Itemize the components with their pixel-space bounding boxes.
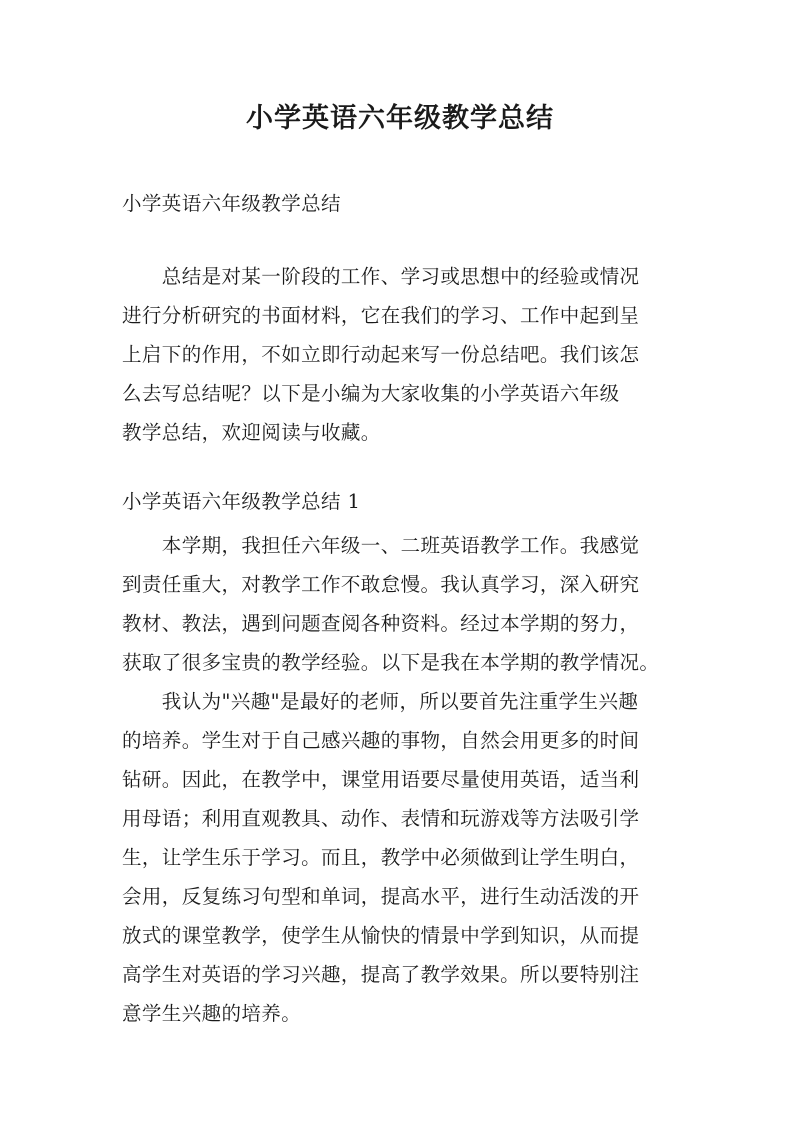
paragraph-line: 高学生对英语的学习兴趣，提高了教学效果。所以要特别注 [122,963,640,986]
paragraph-line: 用母语；利用直观教具、动作、表情和玩游戏等方法吸引学 [122,807,640,830]
intro-line: 么去写总结呢？以下是小编为大家收集的小学英语六年级 [122,382,620,405]
paragraph-line: 本学期，我担任六年级一、二班英语教学工作。我感觉 [122,534,640,557]
paragraph-line: 意学生兴趣的培养。 [122,1002,302,1025]
paragraph-line: 获取了很多宝贵的教学经验。以下是我在本学期的教学情况。 [122,651,660,674]
paragraph-line: 生，让学生乐于学习。而且，教学中必须做到让学生明白， [122,846,640,869]
paragraph-line: 会用，反复练习句型和单词，提高水平，进行生动活泼的开 [122,885,640,908]
intro-line: 总结是对某一阶段的工作、学习或思想中的经验或情况 [122,265,640,288]
paragraph-line: 到责任重大，对教学工作不敢怠慢。我认真学习，深入研究 [122,573,640,596]
paragraph-line: 我认为"兴趣"是最好的老师，所以要首先注重学生兴趣 [122,690,639,713]
section-heading: 小学英语六年级教学总结 1 [122,490,361,513]
paragraph-line: 放式的课堂教学，使学生从愉快的情景中学到知识，从而提 [122,924,640,947]
paragraph-line: 钻研。因此，在教学中，课堂用语要尽量使用英语，适当利 [122,768,640,791]
paragraph-line: 教材、教法，遇到问题查阅各种资料。经过本学期的努力， [122,612,640,635]
paragraph-line: 的培养。学生对于自己感兴趣的事物，自然会用更多的时间 [122,729,640,752]
intro-line: 进行分析研究的书面材料，它在我们的学习、工作中起到呈 [122,304,640,327]
intro-line: 教学总结，欢迎阅读与收藏。 [122,421,381,444]
intro-line: 上启下的作用，不如立即行动起来写一份总结吧。我们该怎 [122,343,640,366]
document-title: 小学英语六年级教学总结 [246,103,554,134]
document-subtitle: 小学英语六年级教学总结 [122,192,341,215]
